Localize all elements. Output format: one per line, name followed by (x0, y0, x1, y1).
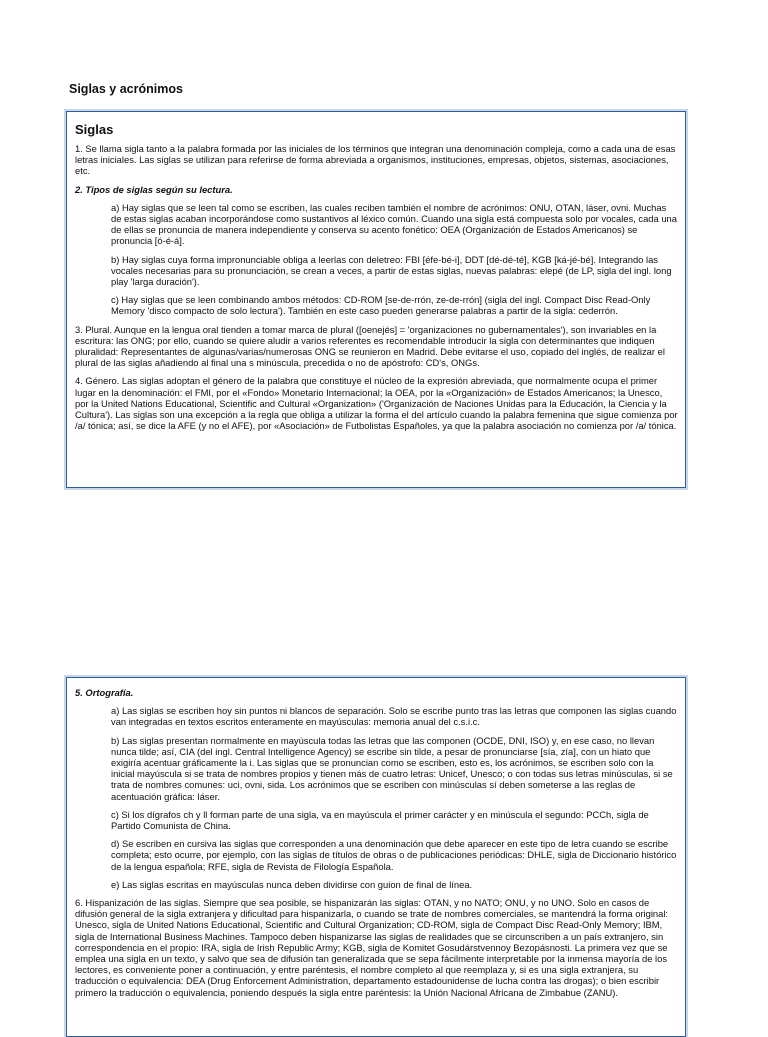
paragraph-plural: 3. Plural. Aunque en la lengua oral tienden a tomar marca de plural ([oenejés] = 'organizaciones no gubernamentales'), son invariables en la escritura: las ONG; por ello, cuando se quiere aludir a varios referentes es recomendable introducir la sigla con determinantes que indiquen pluralidad: Representantes de algunas/varias/numerosas ONG se reunieron en Madrid. Debe evitarse el uso, copiado del inglés, de realizar el plural de las siglas añadiendo al final una s minúscula, precedida o no de apóstrofo: CD's, ONGs. (75, 323, 665, 369)
paragraph-ortografia-b: b) Las siglas presentan normalmente en mayúscula todas las letras que las componen (OCDE, DNI, ISO) y, en ese caso, no llevan nunca tilde; así, CIA (del ingl. Central Intelligence Agency) se escribe sin tilde, a pesar de pronunciarse [sía, zía], con un hiato que exigiría acentuar gráficamente la i. Las siglas que se pronuncian como se escriben, esto es, los acrónimos, se escriben solo con la inicial mayúscula si se trata de nombres propios y tienen más de cuatro letras: Unicef, Unesco; o con todas sus letras minúsculas, si se trata de nombres comunes: uci, ovni, sida. Los acrónimos que se escriben con minúsculas sí deben someterse a las reglas de acentuación gráfica: láser. (111, 734, 673, 802)
paragraph-types-a: a) Hay siglas que se leen tal como se escriben, las cuales reciben también el nombre de acrónimos: ONU, OTAN, láser, ovni. Muchas de estas siglas acaban incorporándose como sustantivos al léxico común. Cuando una sigla está compuesta solo por vocales, cada una de ellas se pronuncia de manera independiente y conserva su acento fonético: OEA (Organización de Estados Americanos) se pronuncia [ó-é-á]. (111, 201, 677, 247)
siglas-box (66, 111, 686, 488)
paragraph-gender: 4. Género. Las siglas adoptan el género de la palabra que constituye el núcleo de la expresión abreviada, que normalmente ocupa el primer lugar en la denominación: el FMI, por el «Fondo» Monetario Internacional; la OEA, por la «Organización» de Estados Americanos; la Unesco, por la United Nations Educational, Scientific and Cultural «Organization» ('Organización de Naciones Unidas para la Educación, la Ciencia y la Cultura'). Las siglas son una excepción a la regla que obliga a utilizar la forma el del artículo cuando la palabra femenina que sigue comienza por /a/ tónica; así, se dice la AFE (y no el AFE), por «Asociación» de Futbolistas Españoles, ya que la palabra asociación no comienza por /a/ tónica. (75, 375, 678, 432)
section-heading: Siglas (75, 122, 114, 137)
page-title: Siglas y acrónimos (69, 82, 183, 96)
paragraph-ortografia-a: a) Las siglas se escriben hoy sin puntos ni blancos de separación. Solo se escribe punto tras las letras que componen las siglas cuando van integradas en textos escritos enteramente en mayúsculas: memoria anual del c.s.i.c. (111, 705, 677, 728)
paragraph-hispanizacion: 6. Hispanización de las siglas. Siempre que sea posible, se hispanizarán las siglas: OTAN, y no NATO; ONU, y no UNO. Solo en casos de difusión general de la sigla extranjera y dificultad para hispanizarla, o cuando se trate de nombres comerciales, se mantendrá la forma original: Unesco, sigla de United Nations Educational, Scientific and Cultural Organization; CD-ROM, sigla de Compact Disc Read-Only Memory; IBM, sigla de International Business Machines. Tampoco deben hispanizarse las siglas de realidades que se circunscriben a un país extranjero, sin correspondencia en el propio: IRA, sigla de Irish Republic Army; KGB, sigla de Komitet Gosudárstvennoy Bezopásnosti. La primera vez que se emplea una sigla en un texto, y salvo que sea de difusión tan generalizada que se sepa fácilmente interpretable por la inmensa mayoría de los lectores, es conveniente poner a continuación, y entre paréntesis, el nombre completo al que reemplaza y, si es una sigla extranjera, su traducción o equivalencia: DEA (Drug Enforcement Administration, departamento estadounidense de lucha contra las drogas); o bien escribir primero la traducción o equivalencia, poniendo después la sigla entre paréntesis: la Unión Nacional Africana de Zimbabue (ZANU). (75, 897, 669, 998)
paragraph-ortografia-heading: 5. Ortografía. (75, 687, 134, 698)
paragraph-ortografia-e: e) Las siglas escritas en mayúsculas nunca deben dividirse con guion de final de línea. (111, 878, 473, 890)
paragraph-types-b: b) Hay siglas cuya forma impronunciable obliga a leerlas con deletreo: FBI [éfe-bé-i], DDT [dé-dé-té], KGB [ká-jé-bé]. Integrando las vocales necesarias para su pronunciación, se crean a veces, a partir de estas siglas, nuevas palabras: elepé (de LP, sigla del ingl. long play 'larga duración'). (111, 253, 672, 288)
paragraph-ortografia-c: c) Si los dígrafos ch y ll forman parte de una sigla, va en mayúscula el primer carácter y en minúscula el segundo: PCCh, sigla de Partido Comunista de China. (111, 808, 649, 832)
paragraph-types-heading: 2. Tipos de siglas según su lectura. (75, 183, 233, 195)
paragraph-ortografia-d: d) Se escriben en cursiva las siglas que corresponden a una denominación que debe aparecer en este tipo de letra cuando se escribe completa; esto ocurre, por ejemplo, con las siglas de títulos de obras o de publicaciones periódicas: DHLE, sigla de Diccionario histórico de la lengua española; RFE, sigla de Revista de Filología Española. (111, 838, 677, 872)
ortografia-box (66, 677, 686, 1037)
paragraph-definition: 1. Se llama sigla tanto a la palabra formada por las iniciales de los términos que integran una denominación compleja, como a cada una de esas letras iniciales. Las siglas se utilizan para referirse de forma abreviada a organismos, instituciones, empresas, objetos, sistemas, asociaciones, etc. (75, 143, 676, 177)
paragraph-types-c: c) Hay siglas que se leen combinando ambos métodos: CD-ROM [se-de-rrón, ze-de-rrón] (sigla del ingl. Compact Disc Read-Only Memory 'disco compacto de solo lectura'). También en este caso pueden generarse palabras a partir de la sigla: cederrón. (111, 294, 651, 317)
